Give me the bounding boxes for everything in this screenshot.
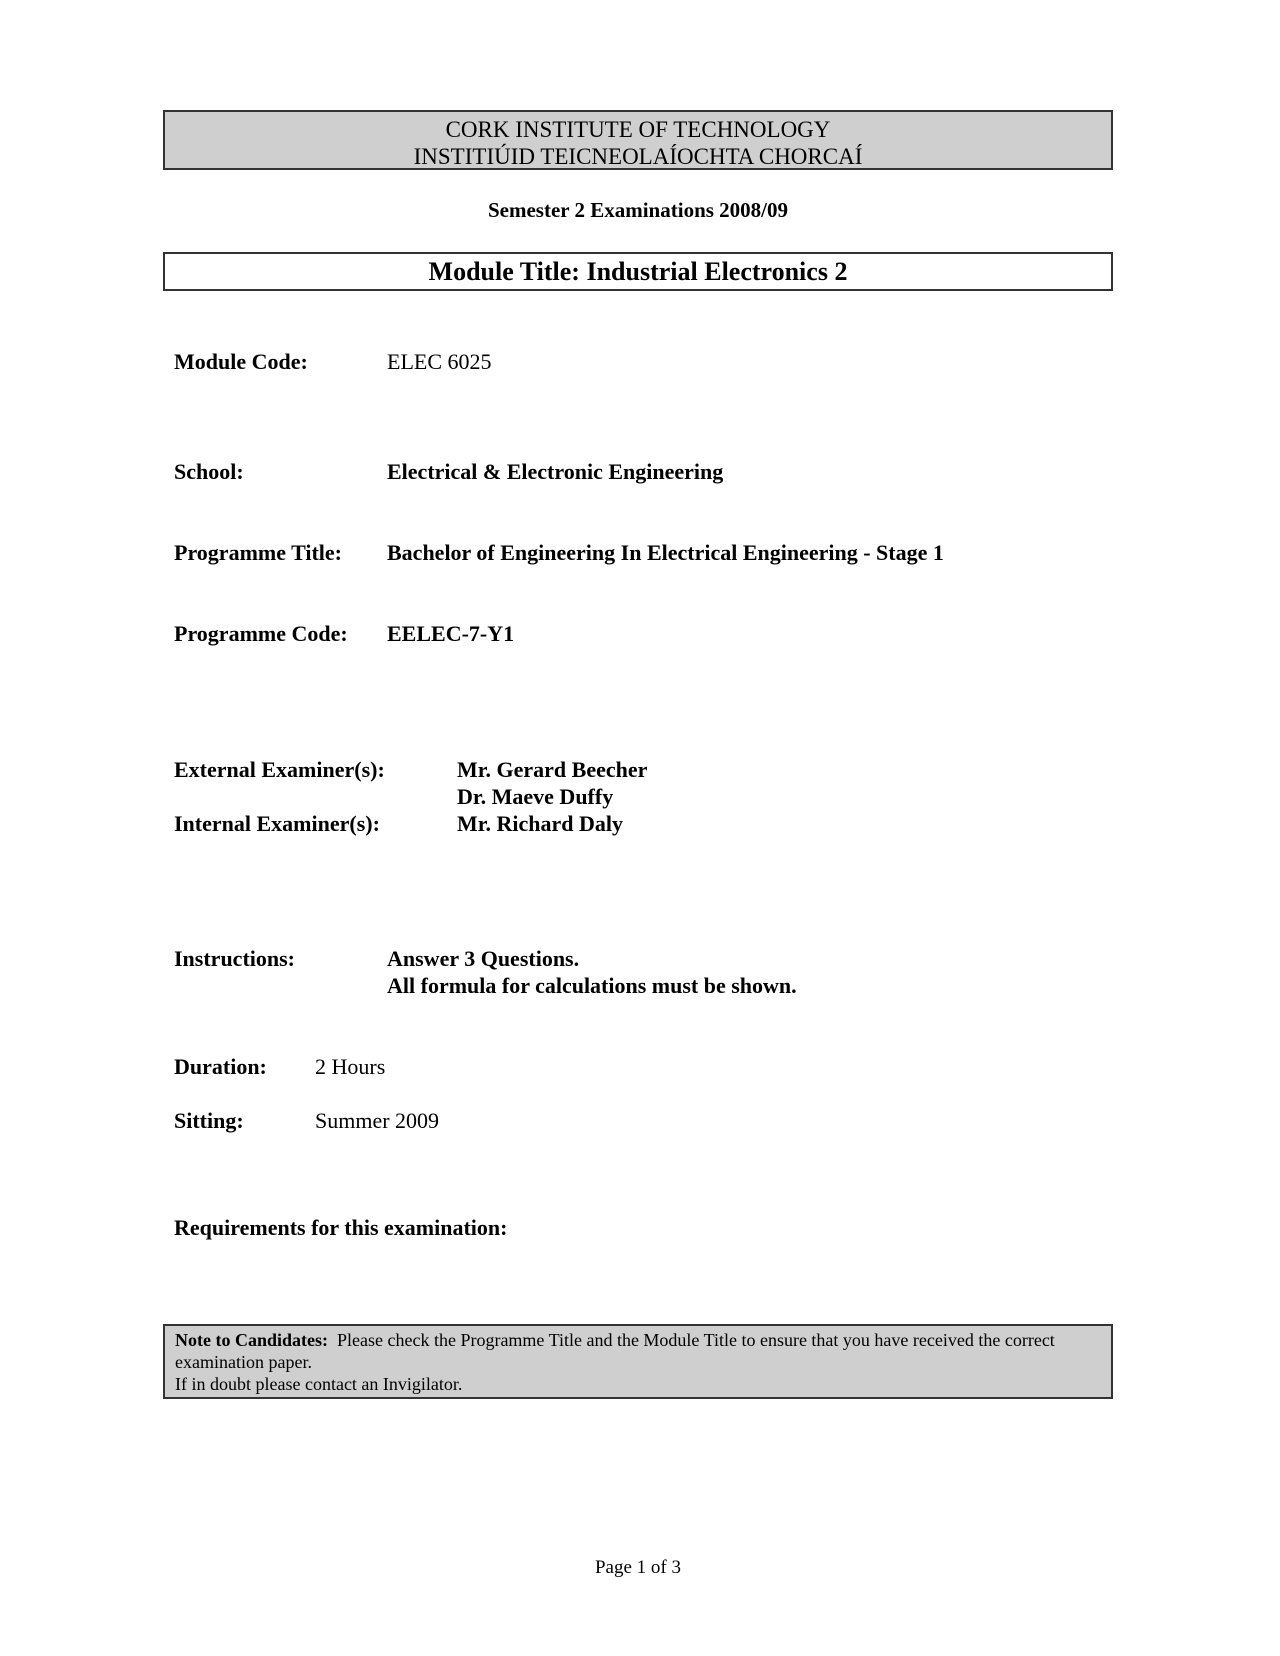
- programme-code-value: EELEC-7-Y1: [387, 621, 515, 646]
- internal-examiner-name: Mr. Richard Daly: [457, 811, 624, 836]
- institute-name-irish: INSTITIÚID TEICNEOLAÍOCHTA CHORCAÍ: [413, 144, 863, 169]
- institute-name-english: CORK INSTITUTE OF TECHNOLOGY: [445, 117, 831, 142]
- external-examiner-label: External Examiner(s):: [174, 757, 385, 782]
- institute-header: [163, 110, 1113, 170]
- note-text: Please check the Programme Title and the Module Title to ensure that you have received the correct examination paper.: [175, 1330, 1055, 1372]
- sitting-value: Summer 2009: [315, 1108, 440, 1133]
- school-label: School:: [174, 459, 244, 484]
- external-examiner-name: Mr. Gerard Beecher: [457, 757, 648, 782]
- instructions-label: Instructions:: [174, 946, 296, 971]
- page-number: Page 1 of 3: [594, 1557, 681, 1578]
- sitting-label: Sitting:: [174, 1108, 244, 1133]
- programme-title-label: Programme Title:: [174, 540, 343, 565]
- duration-value: 2 Hours: [315, 1054, 386, 1079]
- semester-heading: Semester 2 Examinations 2008/09: [487, 198, 789, 222]
- duration-label: Duration:: [174, 1054, 267, 1079]
- instructions-line-2: All formula for calculations must be shown.: [387, 973, 797, 998]
- requirements-label: Requirements for this examination:: [174, 1215, 508, 1240]
- instructions-line-1: Answer 3 Questions.: [387, 946, 580, 971]
- internal-examiner-label: Internal Examiner(s):: [174, 811, 380, 836]
- module-code-value: ELEC 6025: [387, 349, 492, 374]
- external-examiner-name-2: Dr. Maeve Duffy: [457, 784, 614, 809]
- programme-title-value: Bachelor of Engineering In Electrical Engineering - Stage 1: [387, 540, 944, 565]
- note-label: Note to Candidates:: [175, 1330, 328, 1350]
- note-line-2: If in doubt please contact an Invigilator.: [175, 1374, 463, 1394]
- module-code-label: Module Code:: [174, 349, 308, 374]
- module-title: Module Title: Industrial Electronics 2: [163, 252, 1113, 291]
- programme-code-label: Programme Code:: [174, 621, 348, 646]
- note-to-candidates: [163, 1324, 1113, 1399]
- school-value: Electrical & Electronic Engineering: [387, 459, 724, 484]
